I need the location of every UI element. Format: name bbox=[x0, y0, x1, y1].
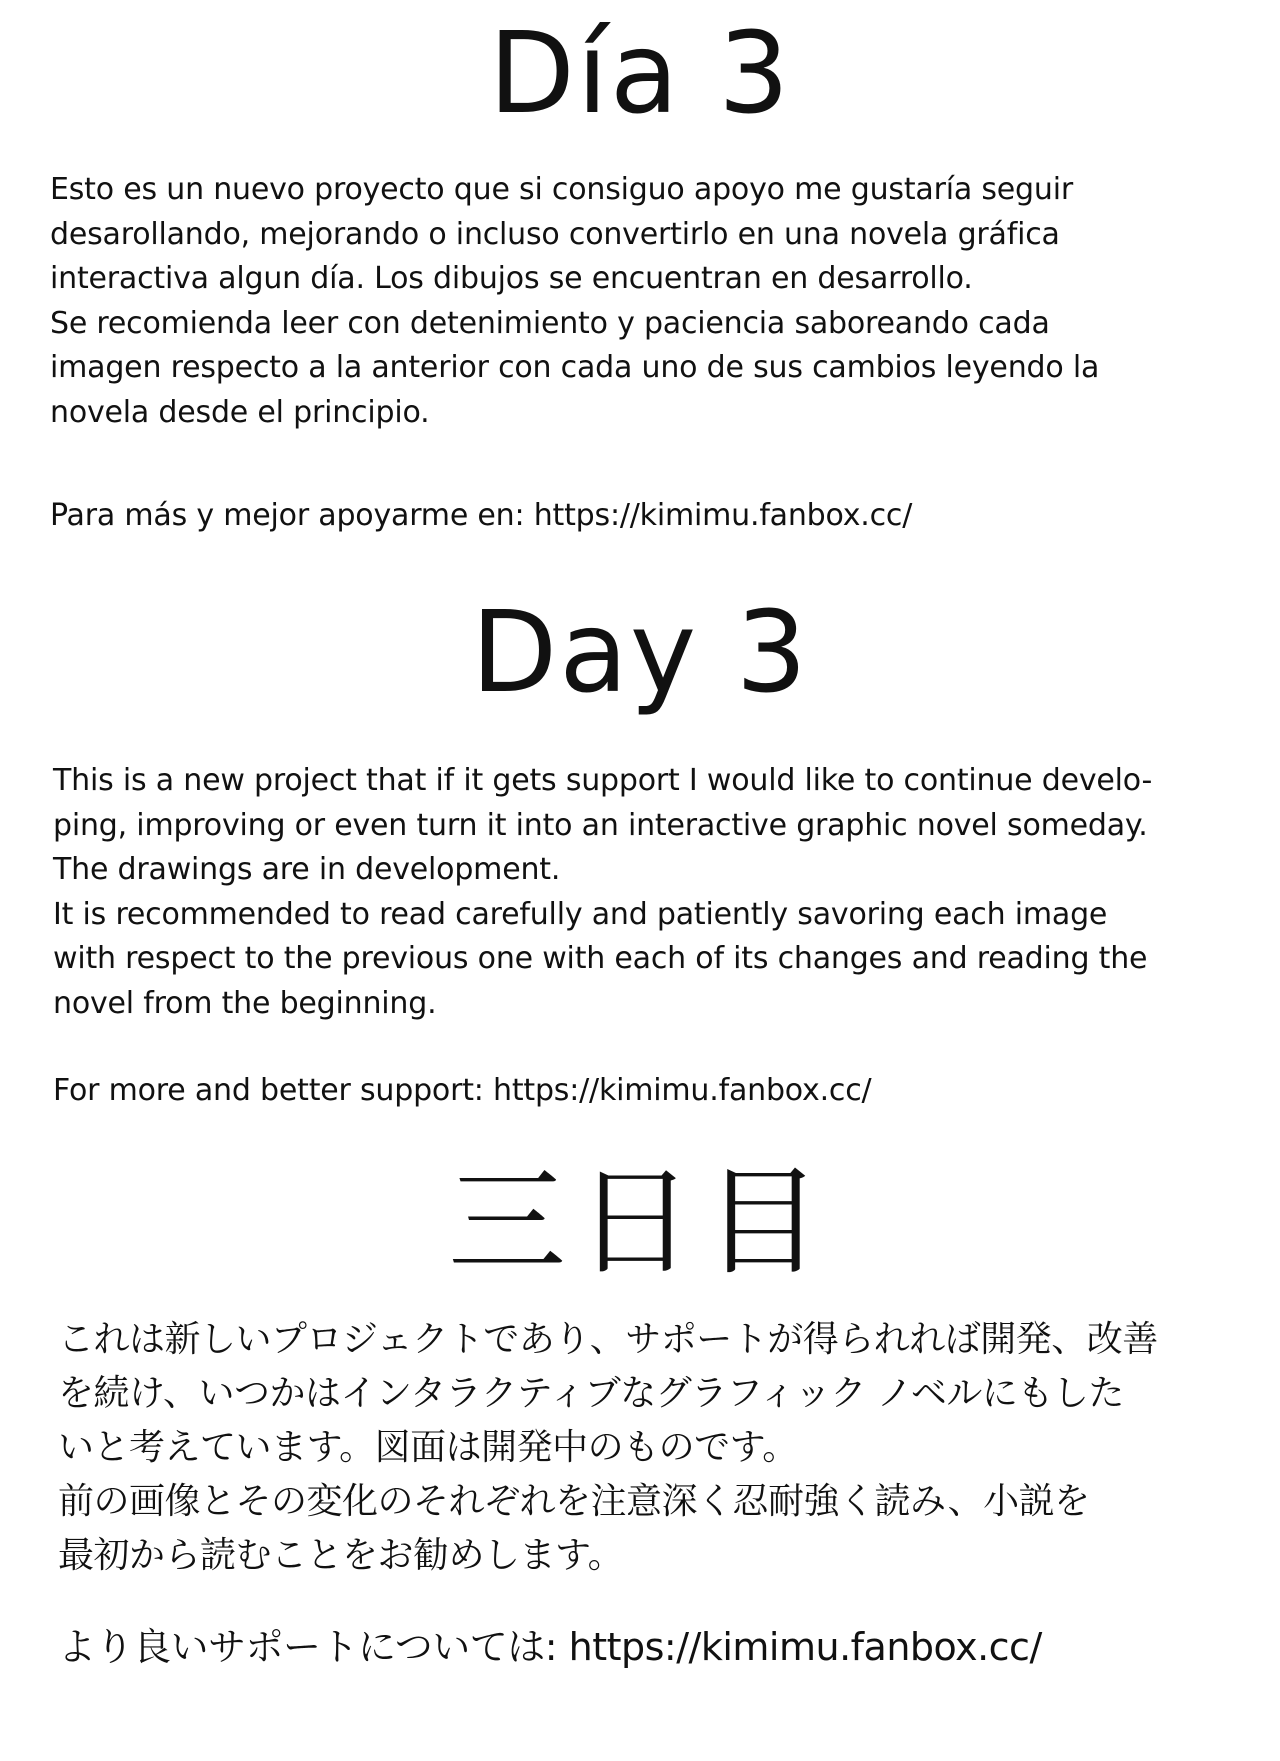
english-heading: Day 3 bbox=[470, 588, 809, 718]
japanese-section bbox=[0, 1153, 1280, 1669]
japanese-heading: 三日目 bbox=[447, 1153, 832, 1291]
japanese-paragraph: これは新しいプロジェクトであり、サポートが得られれば開発、改善 を続け、いつかはインタラクティブなグラフィック ノベルにもした いと考えています。図面は開発中のものです。 前の画像とその変化のそれぞれを注意深く忍耐強く読み、小説を 最初から読むことをお勧めします。 bbox=[58, 1319, 1158, 1576]
spanish-support-line: Para más y mejor apoyarme en: https://kimimu.fanbox.cc/ bbox=[50, 498, 913, 533]
english-section bbox=[0, 588, 1280, 1108]
japanese-support-line: より良いサポートについては: https://kimimu.fanbox.cc/ bbox=[58, 1625, 1042, 1669]
english-paragraph: This is a new project that if it gets support I would like to continue develo- ping, improving or even turn it into an interactive graphic novel someday. The drawings are in development. It is recommended to read carefully and patiently savoring each image with respect to the previous one with each of its changes and reading the novel from the beginning. bbox=[53, 763, 1153, 1021]
spanish-heading: Día 3 bbox=[488, 9, 792, 139]
english-support-line: For more and better support: https://kimimu.fanbox.cc/ bbox=[53, 1073, 872, 1108]
spanish-paragraph: Esto es un nuevo proyecto que si consiguo apoyo me gustaría seguir desarollando, mejorando o incluso convertirlo en una novela gráfica interactiva algun día. Los dibujos se encuentran en desarrollo. Se recomienda leer con detenimiento y paciencia saboreando cada imagen respecto a la anterior con cada uno de sus cambios leyendo la novela desde el principio. bbox=[50, 172, 1100, 430]
spanish-section bbox=[0, 9, 1280, 533]
